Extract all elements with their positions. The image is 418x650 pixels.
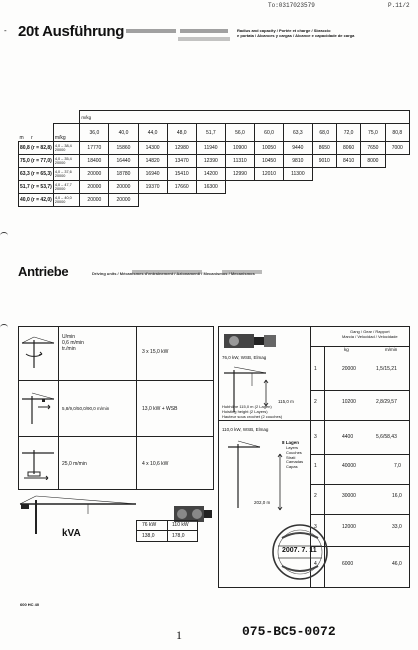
capacity-cell: 19370 [138,181,167,194]
gear-no: 1 [314,463,317,469]
capacity-cell [385,168,409,181]
capacity-cell: 16300 [196,181,225,194]
capacity-cell: 14820 [138,155,167,168]
slewing-crane-icon [20,334,56,370]
kva-val: 178,0 [172,533,185,539]
capacity-cell [284,181,313,194]
blurred-text [178,37,230,41]
gear-unit-kg: kg [344,347,349,352]
gear-no: 4 [314,561,317,567]
capacity-cell: 10900 [225,142,254,155]
row-range [53,194,80,207]
header-r: r [31,135,33,141]
trolley-crane-icon [20,390,56,426]
bullet-mark: - [4,26,7,35]
capacity-row [19,194,410,207]
capacity-cell: 14300 [138,142,167,155]
radius-header: 68,0 [312,124,336,142]
capacity-row [19,168,410,181]
capacity-cell: 20000 [109,194,138,207]
fax-page: P.11/2 [388,2,410,9]
radius-header: 80,8 [385,124,409,142]
radius-header: 75,0 [361,124,385,142]
capacity-cell: 15410 [167,168,196,181]
capacity-cell [385,155,409,168]
capacity-cell: 20000 [109,181,138,194]
capacity-cell: 12010 [254,168,283,181]
capacity-cell [336,194,360,207]
blurred-text [222,270,262,274]
hoist-top-label: 76,0 kW, WSB, Elmag [222,355,267,360]
radius-header: 48,0 [167,124,196,142]
radius-header: 72,0 [336,124,360,142]
capacity-cell: 13470 [167,155,196,168]
capacity-cell: 10050 [254,142,283,155]
radius-header: 44,0 [138,124,167,142]
hoist-bottom-label: 110,0 kW, WSB, Elmag [222,427,269,432]
blurred-text [180,29,228,33]
capacity-cell [312,168,336,181]
range-line: 20000 [54,200,66,204]
scan-edge-mark [0,324,8,331]
capacity-cell [385,194,409,207]
capacity-cell: 20000 [80,181,109,194]
drive-speed-line: tr./min [62,346,76,352]
gear-speed: 1,5/15,21 [376,366,397,372]
gear-kg: 20000 [342,366,356,372]
gear-speed: 33,0 [392,524,402,530]
capacity-cell [312,194,336,207]
gear-speed: 7,0 [394,463,401,469]
gear-no: 2 [314,399,317,405]
subtitle-line: e portata / Alcances y cargas / Alcance e capacidade de carga [237,33,355,38]
capacity-table [18,110,410,207]
layers-line: Strati [286,454,296,460]
scan-edge-mark [0,232,8,239]
gear-no: 1 [314,366,317,372]
radius-header: 51,7 [196,124,225,142]
gear-speed: 16,0 [392,493,402,499]
range-line: 4,0 – 40,0 [54,195,72,200]
capacity-cell [336,181,360,194]
section-title-antriebe: Antriebe [18,264,69,279]
hoist-height-2: 202,0 m [254,500,271,505]
capacity-cell: 10450 [254,155,283,168]
layers-line: Capas [286,464,298,470]
row-range [53,168,80,181]
radius-header: 36,0 [80,124,109,142]
layers-line: Camadas [286,459,304,465]
capacity-cell: 9440 [284,142,313,155]
capacity-cell: 9810 [284,155,313,168]
capacity-cell: 12980 [167,142,196,155]
capacity-cell: 8060 [336,142,360,155]
blurred-text [126,29,176,33]
header-mkg: m/kg [80,111,410,124]
capacity-cell: 20000 [80,168,109,181]
capacity-cell: 18780 [109,168,138,181]
hoist-note: Hubhöhe 115,0 m (2 Lagen) [222,404,272,409]
capacity-cell: 17660 [167,181,196,194]
gear-kg: 12000 [342,524,356,530]
capacity-cell: 12390 [196,155,225,168]
hoist-motor-icon [222,330,282,352]
radius-header: 60,0 [254,124,283,142]
drive-power: 4 x 10,6 kW [142,461,169,467]
capacity-cell: 8650 [312,142,336,155]
range-line: 4,0 – 35,4 [54,156,72,161]
drive-power: 13,0 kW + WSB [142,406,178,412]
capacity-cell: 15860 [109,142,138,155]
subtitle-line: Radius and capacity / Portée et charge / Sbraccio [237,28,331,33]
capacity-cell: 17770 [80,142,109,155]
capacity-cell: 7650 [361,142,385,155]
drive-speed-line: 5,8/9,0/50,0/90,0 m/min [62,406,110,411]
capacity-cell: 8410 [336,155,360,168]
range-line: 4,0 – 37,6 [54,169,72,174]
capacity-cell: 14200 [196,168,225,181]
layers-line: Couches [286,449,302,455]
gear-speed: 46,0 [392,561,402,567]
capacity-cell: 18400 [80,155,109,168]
capacity-cell [312,181,336,194]
height-arrow-icon [276,452,284,512]
capacity-cell: 16440 [109,155,138,168]
radius-header: 40,0 [109,124,138,142]
gear-unit-speed: m/min [385,347,398,352]
stamp-date: 2007. 7. 11 [282,547,317,554]
capacity-cell [138,194,167,207]
layers-line: 8 Lagen [282,440,300,445]
drive-power: 3 x 15,0 kW [142,349,169,355]
gear-no: 2 [314,493,317,499]
row-label: 63,3 (r = 65,3) [19,168,54,181]
footer-mark: 1 [176,628,182,642]
capacity-cell: 16940 [138,168,167,181]
gear-no: 3 [314,434,317,440]
range-line: 20000 [54,161,66,165]
gear-kg: 40000 [342,463,356,469]
kva-col: 110 kW [172,522,189,528]
gear-kg: 4400 [342,434,354,440]
footer-code: 600 HC 40 [20,602,40,607]
gear-speed: 2,8/29,57 [376,399,397,405]
kva-val: 138,0 [142,533,155,539]
capacity-cell [167,194,196,207]
row-label: 80,8 (r = 82,8) [19,142,54,155]
layers-line: Layers [286,445,299,450]
header-m: m [19,135,24,141]
section-title-20t: 20t Ausführung [18,23,125,40]
capacity-cell [361,194,385,207]
document-number: 075-BC5-0072 [242,624,336,639]
hoist-note: Hoisting height (2 Layers) [222,408,268,414]
drive-speed-line: 25,0 m/min [62,461,87,467]
row-label: 40,0 (r = 42,0) [19,194,54,207]
gear-kg: 30000 [342,493,356,499]
section2-subtitle: Driving units / Mécanismes d'entraînement / Azionamenti / Mecanismos / Mecanismos [92,271,255,276]
radius-header: 56,0 [225,124,254,142]
capacity-cell: 11310 [225,155,254,168]
travel-crane-icon [20,444,56,480]
capacity-cell: 7000 [385,142,409,155]
range-line: 20000 [54,148,66,152]
capacity-cell: 8000 [361,155,385,168]
capacity-row [19,155,410,168]
capacity-cell [225,181,254,194]
capacity-cell [225,194,254,207]
gear-kg: 6000 [342,561,354,567]
drive-speed-line: U/min [62,334,76,340]
range-line: 20000 [54,174,66,178]
capacity-cell [361,168,385,181]
capacity-row [19,181,410,194]
range-line: 20000 [54,187,66,191]
gear-no: 3 [314,524,317,530]
capacity-cell [284,194,313,207]
row-label: 75,0 (r = 77,0) [19,155,54,168]
range-line: 4,0 – 38,4 [54,143,72,148]
row-range [53,181,80,194]
capacity-cell: 20000 [80,194,109,207]
drive-speed-line: 0,6 m/min [62,340,84,346]
hoist-height: 115,0 m [278,399,294,404]
header-mkg-2: m/kg [53,124,80,142]
capacity-cell: 9010 [312,155,336,168]
capacity-cell: 11300 [284,168,313,181]
capacity-cell [254,181,283,194]
kva-label: kVA [62,528,81,539]
range-line: 4,0 – 47,7 [54,182,72,187]
capacity-row [19,142,410,155]
gear-speed: 5,6/58,43 [376,434,397,440]
capacity-cell [336,168,360,181]
gear-header: Marcia / Velocidad / Velocidade [342,333,398,339]
capacity-cell [254,194,283,207]
blurred-text [132,270,202,274]
gear-kg: 10200 [342,399,356,405]
capacity-cell [361,181,385,194]
capacity-cell: 12990 [225,168,254,181]
capacity-cell [385,181,409,194]
capacity-cell [196,194,225,207]
row-range [53,142,80,155]
capacity-cell: 11940 [196,142,225,155]
kva-col: 76 kW [142,522,157,528]
radius-header: 63,3 [284,124,313,142]
fax-number: To:0317023579 [268,2,315,9]
hoist-note: Hauteur sous crochet (2 couches) [222,413,283,419]
row-label: 51,7 (r = 53,7) [19,181,54,194]
row-range [53,155,80,168]
gear-header: Gang / Gear / Rapport [350,329,390,334]
